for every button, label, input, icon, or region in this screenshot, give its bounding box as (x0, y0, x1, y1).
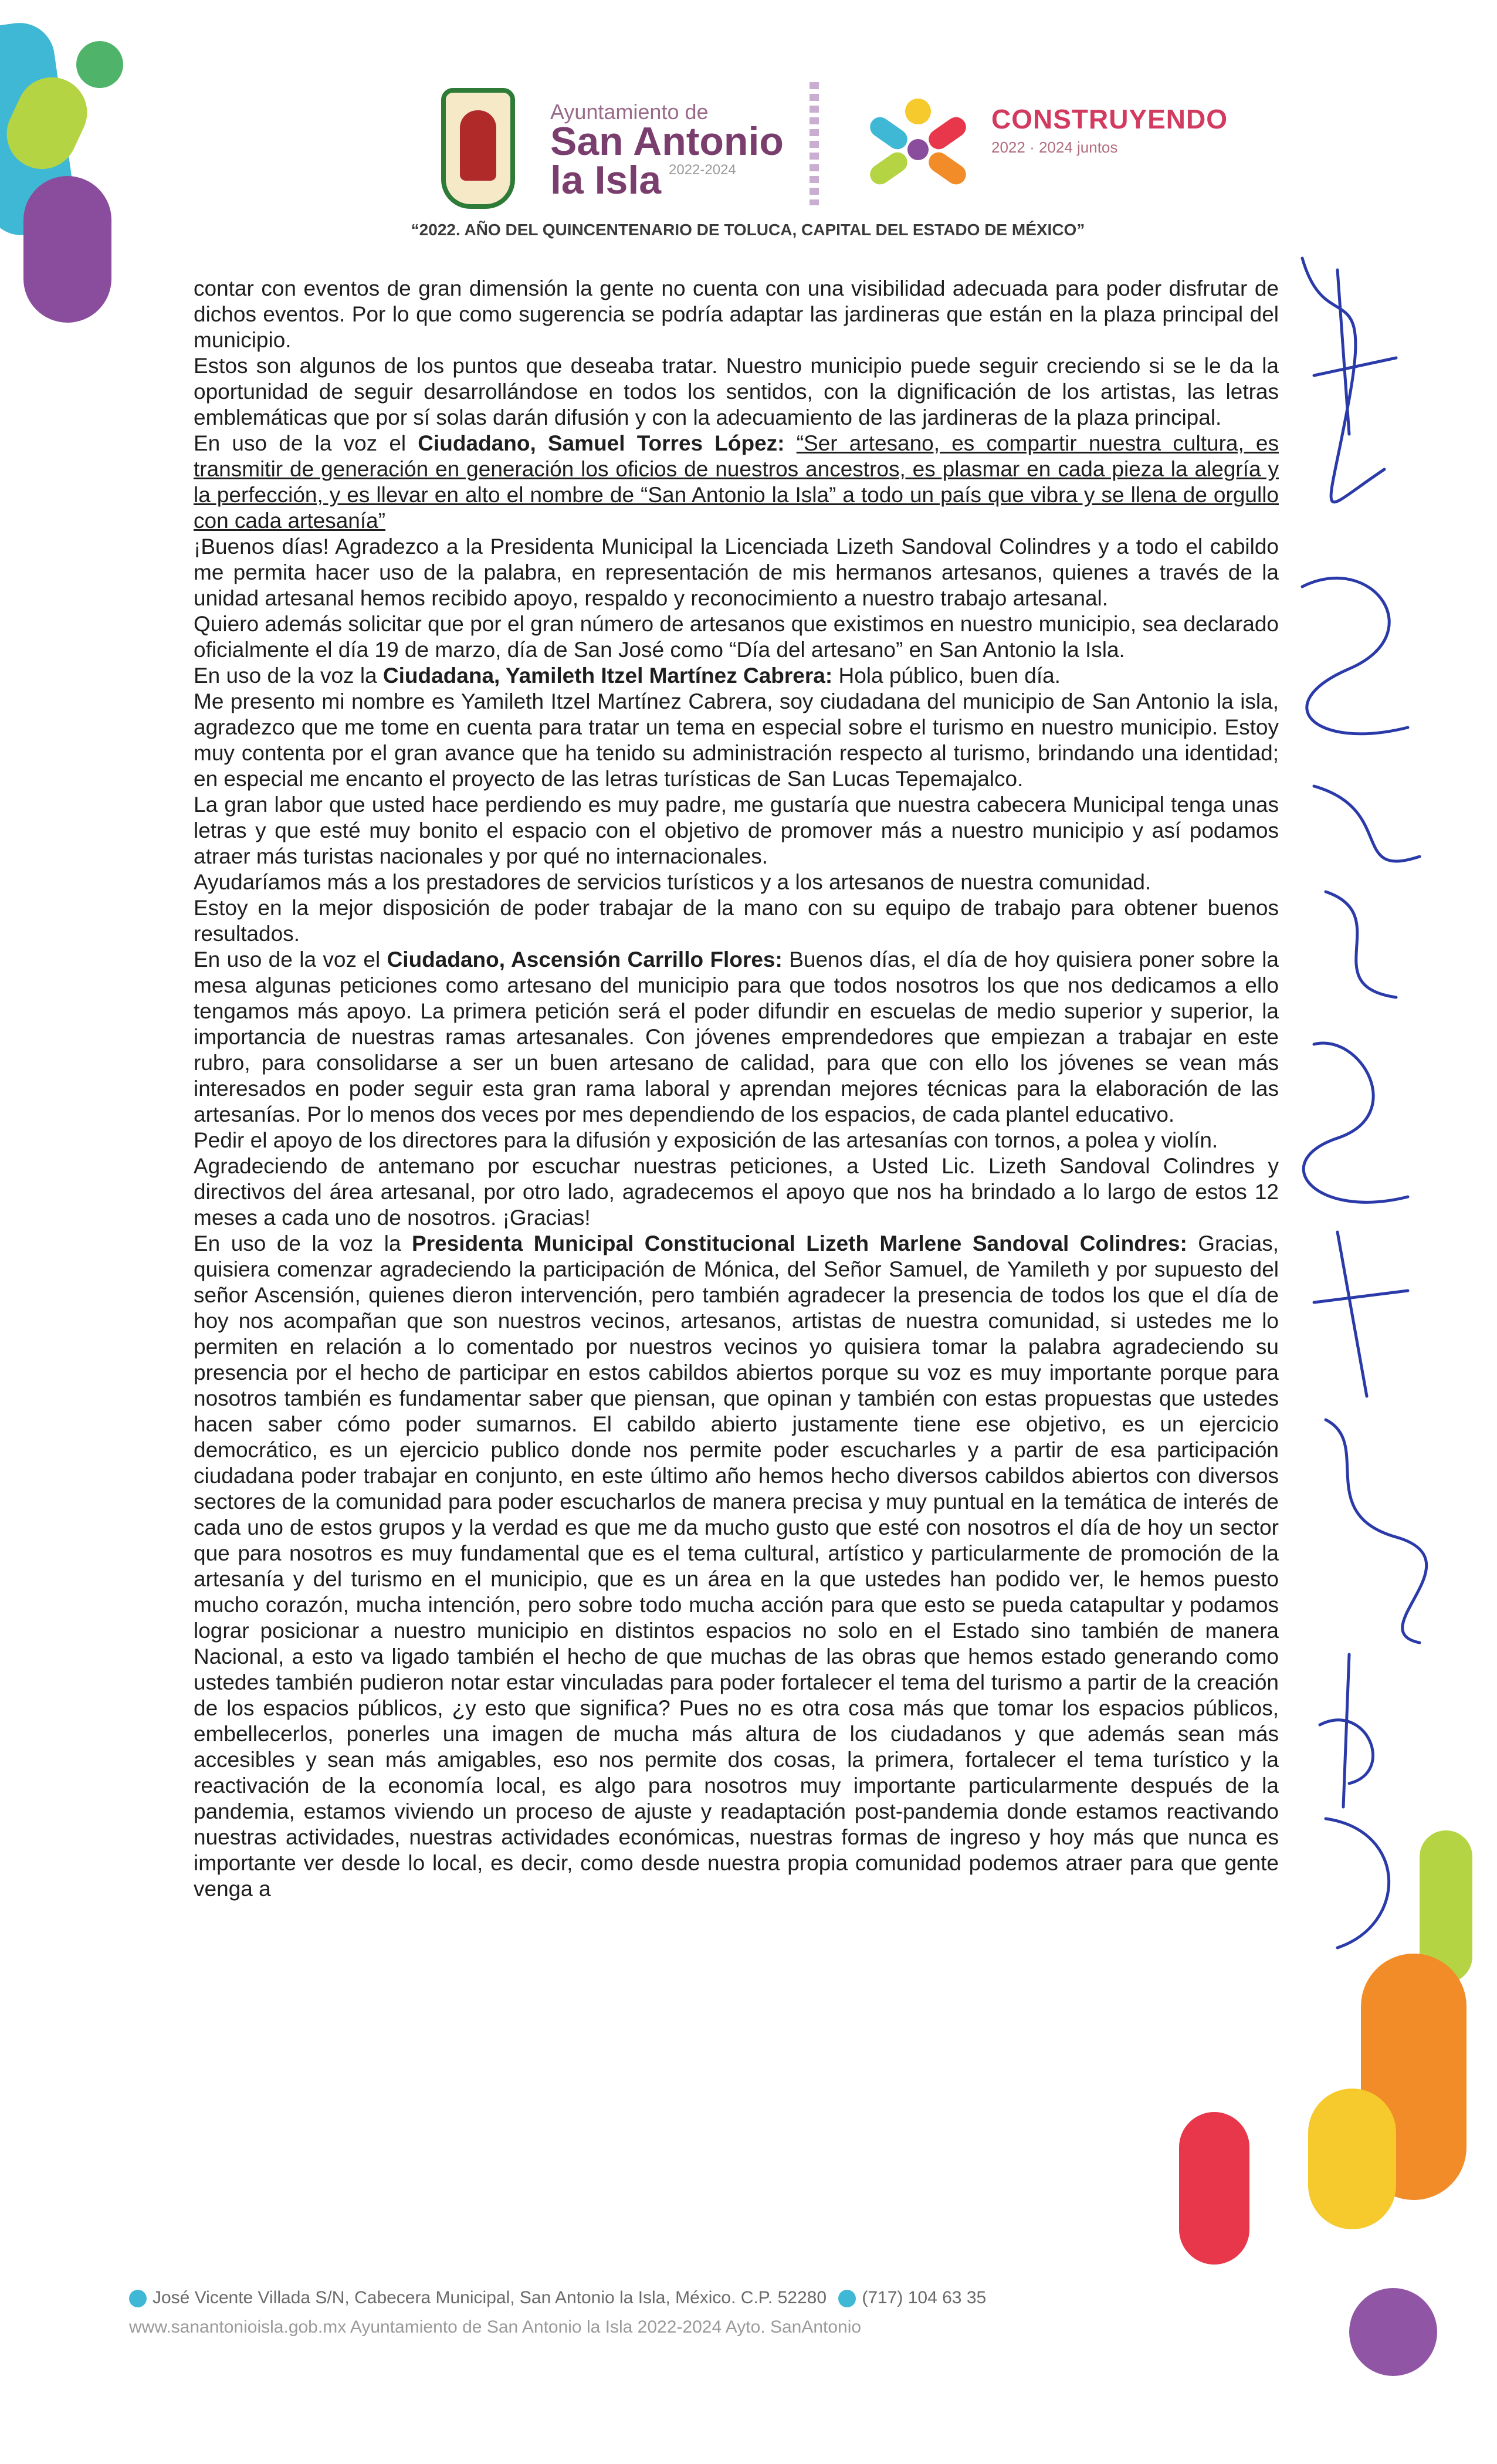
paragraph: La gran labor que usted hace perdiendo es muy padre, me gustaría que nuestra cabecera Municipal tenga unas letras y que esté muy bonito el espacio con el objetivo de promover más a nuestro municipio y así podamos atraer más turistas nacionales y por qué no internacionales. (194, 793, 1279, 868)
location-icon (129, 2290, 147, 2307)
document-body (194, 276, 1279, 1902)
paragraph: En uso de la voz la Ciudadana, Yamileth Itzel Martínez Cabrera: Hola público, buen día. (194, 664, 1061, 688)
paragraph: Pedir el apoyo de los directores para la difusión y exposición de las artesanías con tornos, a polea y violín. (194, 1128, 1218, 1152)
campaign-title: CONSTRUYENDO (991, 104, 1228, 134)
municipal-shield-logo (441, 88, 515, 209)
speaker-name: Ciudadano, Ascensión Carrillo Flores: (387, 947, 783, 972)
decorative-dot (1349, 2288, 1437, 2376)
decorative-dot (76, 41, 123, 88)
paragraph: ¡Buenos días! Agradezco a la Presidenta Municipal la Licenciada Lizeth Sandoval Colindres y a todo el cabildo me permita hacer uso de la palabra, en representación de mis hermanos artesanos, quienes a través de la unidad artesanal hemos recibido apoyo, respaldo y reconocimiento a nuestro trabajo artesanal. (194, 534, 1279, 610)
quote: “Ser artesano, es compartir nuestra cultura, es transmitir de generación en generación los oficios de nuestros ancestros, es plasmar en cada pieza la alegría y la perfección, y es llevar en alto el nombre de “San Antonio la Isla” a todo un país que vibra y se llena de orgullo con cada artesanía” (194, 431, 1279, 533)
ayuntamiento-label: Ayuntamiento de (550, 100, 709, 124)
speaker-name: Presidenta Municipal Constitucional Lizeth Marlene Sandoval Colindres: (412, 1231, 1187, 1255)
header-divider (810, 82, 819, 205)
footer-social: www.sanantonioisla.gob.mx Ayuntamiento de San Antonio la Isla 2022-2024 Ayto. SanAntonio (129, 2317, 862, 2337)
paragraph: Quiero además solicitar que por el gran número de artesanos que existimos en nuestro municipio, sea declarado oficialmente el día 19 de marzo, día de San José como “Día del artesano” en San Antonio la Isla. (194, 612, 1279, 662)
paragraph: Me presento mi nombre es Yamileth Itzel Martínez Cabrera, soy ciudadana del municipio de San Antonio la isla, agradezco que me tome en cuenta para tratar un tema en especial sobre el turismo en nuestro municipio. Estoy muy contenta por el gran avance que ha tenido su administración respecto al turismo, brindando una identidad; en especial me encanto el proyecto de las letras turísticas de San Lucas Tepemajalco. (194, 689, 1279, 791)
decorative-stripe (23, 176, 111, 323)
paragraph: Agradeciendo de antemano por escuchar nuestras peticiones, a Usted Lic. Lizeth Sandoval Colindres y directivos del área artesanal, por otro lado, agradecemos el apoyo que nos ha brindado a lo largo de estos 12 meses a cada uno de nosotros. ¡Gracias! (194, 1154, 1279, 1230)
municipality-name: San Antonio la Isla (550, 119, 784, 202)
paragraph: Estos son algunos de los puntos que deseaba tratar. Nuestro municipio puede seguir creciendo si se le da la oportunidad de seguir desarrollándose en todos los sentidos, con la dignificación de los artistas, las letras emblemáticas que por sí solas darán difusión y con la adecuamiento de las jardineras de la plaza principal. (194, 354, 1279, 429)
paragraph: contar con eventos de gran dimensión la gente no cuenta con una visibilidad adecuada para poder disfrutar de dichos eventos. Por lo que como sugerencia se podría adaptar las jardineras que están en la plaza principal del municipio. (194, 276, 1279, 352)
phone-icon (838, 2290, 856, 2307)
paragraph: Ayudaríamos más a los prestadores de servicios turísticos y a los artesanos de nuestra comunidad. (194, 870, 1151, 894)
document-motto: “2022. AÑO DEL QUINCENTENARIO DE TOLUCA, CAPITAL DEL ESTADO DE MÉXICO” (411, 221, 1085, 239)
decorative-stripe (1308, 2089, 1396, 2229)
paragraph: En uso de la voz la Presidenta Municipal Constitucional Lizeth Marlene Sandoval Colindres: Gracias, quisiera comenzar agradeciendo la participación de Mónica, del Señor Samuel, de Yamileth y por supuesto del señor Ascensión, quienes dieron intervención, pero también agradecer la presencia de todos los que el día de hoy nos acompañan que son nuestros vecinos, artesanos, artistas de nuestra comunidad, si ustedes me lo permiten en relación a lo comentado por nuestros vecinos yo quisiera tomar la palabra agradeciendo su presencia por el hecho de participar en estos cabildos abiertos porque su voz es muy importante porque para nosotros también es fundamentar saber que piensan, que opinan y también con estas propuestas que ustedes hacen saber cómo poder sumarnos. El cabildo abierto justamente tiene ese objetivo, es un ejercicio democrático, es un ejercicio publico donde nos permite poder escucharles y a partir de esa participación ciudadana poder trabajar en conjunto, en este último año hemos hecho diversos cabildos abiertos con diversos sectores de la comunidad para poder escucharlos de manera precisa y muy puntual en la temática de interés de cada uno de estos grupos y la verdad es que me da mucho gusto que esté con nosotros el día de hoy un sector que para nosotros es muy fundamental que es el tema cultural, artístico y particularmente de promoción de la artesanía y del turismo en el municipio, que es un área en la que ustedes han podido ver, le hemos puesto mucho corazón, mucha intención, pero sobre todo mucha acción para que esto se pueda catapultar y podamos lograr posicionar a nuestro municipio en distintos espacios no solo en el Estado sino también de manera Nacional, a esto va ligado también el hecho de que muchas de las obras que hemos estado generando como ustedes también pudieron notar estar vinculadas para poder fortalecer el tema del turismo a partir de la creación de los espacios públicos, ¿y esto que significa? Pues no es otra cosa más que tomar los espacios públicos, embellecerlos, ponerles una imagen de mucha más altura de los ciudadanos y que además sean más accesibles y sean más amigables, eso nos permite dos cosas, la primera, fortalecer el tema turístico y la reactivación de la economía local, es algo para nosotros muy importante particularmente después de la pandemia, estamos viviendo un proceso de ajuste y readaptación post-pandemia donde estamos reactivando nuestras actividades, nuestras actividades económicas, nuestras formas de ingreso y hoy más que nunca es importante ver desde lo local, es decir, como desde nuestra propia comunidad podemos atraer para que gente venga a (194, 1231, 1279, 1901)
speaker-name: Ciudadano, Samuel Torres López: (418, 431, 785, 455)
construyendo-logo-icon (856, 88, 980, 205)
administration-years: 2022-2024 (669, 162, 736, 178)
campaign-subtitle: 2022 · 2024 juntos (991, 138, 1118, 156)
handwritten-signatures (1279, 223, 1490, 1983)
decorative-stripe (1179, 2112, 1249, 2265)
speaker-name: Ciudadana, Yamileth Itzel Martínez Cabrera: (382, 664, 833, 688)
paragraph: En uso de la voz el Ciudadano, Samuel Torres López: “Ser artesano, es compartir nuestra cultura, es transmitir de generación en generación los oficios de nuestros ancestros, es plasmar en cada pieza la alegría y la perfección, y es llevar en alto el nombre de “San Antonio la Isla” a todo un país que vibra y se llena de orgullo con cada artesanía” (194, 431, 1279, 533)
footer-contact: José Vicente Villada S/N, Cabecera Municipal, San Antonio la Isla, México. C.P. 52280 (717) 104 63 35 (129, 2288, 986, 2308)
paragraph: En uso de la voz el Ciudadano, Ascensión Carrillo Flores: Buenos días, el día de hoy quisiera poner sobre la mesa algunas peticiones como artesano del municipio para que todos nosotros los que nos dedicamos a ello tengamos más apoyo. La primera petición será el poder difundir en escuelas de medio superior y superior, la importancia de nuestras ramas artesanales. Con jóvenes emprendedores que empiezan a trabajar en este rubro, para consolidarse a ser un buen artesano de calidad, para que con ello los jóvenes se vean más interesados en poder seguir esta gran rama laboral y aprendan mejores técnicas para la elaboración de las artesanías. Por lo menos dos veces por mes dependiendo de los espacios, de cada plantel educativo. (194, 947, 1279, 1126)
paragraph: Estoy en la mejor disposición de poder trabajar de la mano con su equipo de trabajo para obtener buenos resultados. (194, 896, 1279, 946)
